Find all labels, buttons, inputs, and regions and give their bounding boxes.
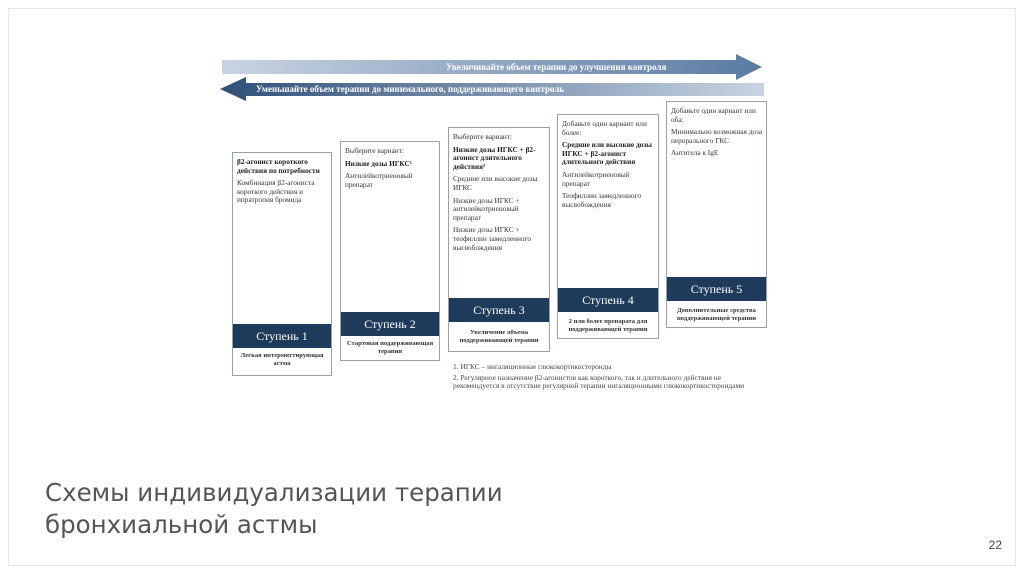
step-3-item: Низкие дозы ИГКС + β2-агонист длительного действия² [453,144,536,171]
step-1-band: Ступень 1 [233,324,331,348]
step-4-band: Ступень 4 [558,288,658,312]
step-2-item: Антилейкотриеновый препарат [345,171,413,189]
step-3-item: Низкие дозы ИГКС + теофиллин замедленного высвобождения [453,225,532,252]
step-4-footer: 2 или более препарата для поддерживающей терапии [568,318,648,333]
step-3-card [448,127,550,352]
decrease-arrow-label: Уменьшайте объем терапии до минимального, поддерживающего контроль [256,84,565,94]
step-2-band: Ступень 2 [341,312,439,336]
slide-title-line-2: бронхиальной астмы [45,510,318,539]
step-3-item: Выберите вариант: [453,132,512,141]
step-1-item: Комбинация β2-агониста короткого действия и ипратропия бромида [237,178,315,205]
step-4-card [557,114,659,339]
step-5-band: Ступень 5 [667,277,766,301]
step-3-footer: Увеличение объема поддерживающей терапии [459,329,539,344]
step-3-item: Низкие дозы ИГКС + антилейкотриеновый препарат [453,195,520,222]
step-3-band: Ступень 3 [449,298,549,322]
footnotes [453,363,753,393]
step-1-footer: Легкая интермиттирующая астма [240,352,324,367]
footnote-2: 2. Регулярное назначение β2-агонистов как короткого, так и длительного действия не рекомендуется в отсутствие регулярной терапии ингаляционными глюкокортикостероидами [453,372,745,391]
step-2-footer: Стартовая поддерживающая терапия [346,340,434,355]
step-3-item: Средние или высокие дозы ИГКС [453,174,538,192]
step-1-body [237,158,328,209]
step-5-footer: Дополнительные средства поддерживающей терапии [676,307,757,322]
step-2-item: Низкие дозы ИГКС¹ [345,158,412,168]
step-4-body [562,120,655,213]
step-1-card [232,152,332,376]
step-5-item: Добавьте один вариант или оба: [671,106,756,124]
step-5-card [666,101,767,328]
page-number: 22 [988,538,1002,552]
step-1-item: β2-агонист короткого действия по потребности [237,157,320,175]
slide-title [45,477,503,541]
step-2-body [345,147,436,193]
step-5-body [671,107,763,162]
step-2-card [340,141,440,361]
step-4-item: Средние или высокие дозы ИГКС + β2-агонист длительного действия [562,140,652,167]
step-5-item: Минимально возможная доза перорального ГКС [671,127,763,145]
step-4-item: Добавьте один вариант или более: [562,119,647,137]
step-4-item: Теофиллин замедленного высвобождения [562,191,642,209]
step-3-body [453,133,546,256]
step-2-item: Выберите вариант: [345,146,404,155]
increase-arrow-label: Увеличивайте объем терапии до улучшения контроля [446,62,667,72]
step-4-item: Антилейкотриеновый препарат [562,169,630,188]
footnote-1: 1. ИГКС – ингаляционные глюкокортикостероиды [453,362,612,371]
slide-title-line-1: Схемы индивидуализации терапии [45,478,503,507]
step-5-item: Антитела к IgE [671,148,719,158]
